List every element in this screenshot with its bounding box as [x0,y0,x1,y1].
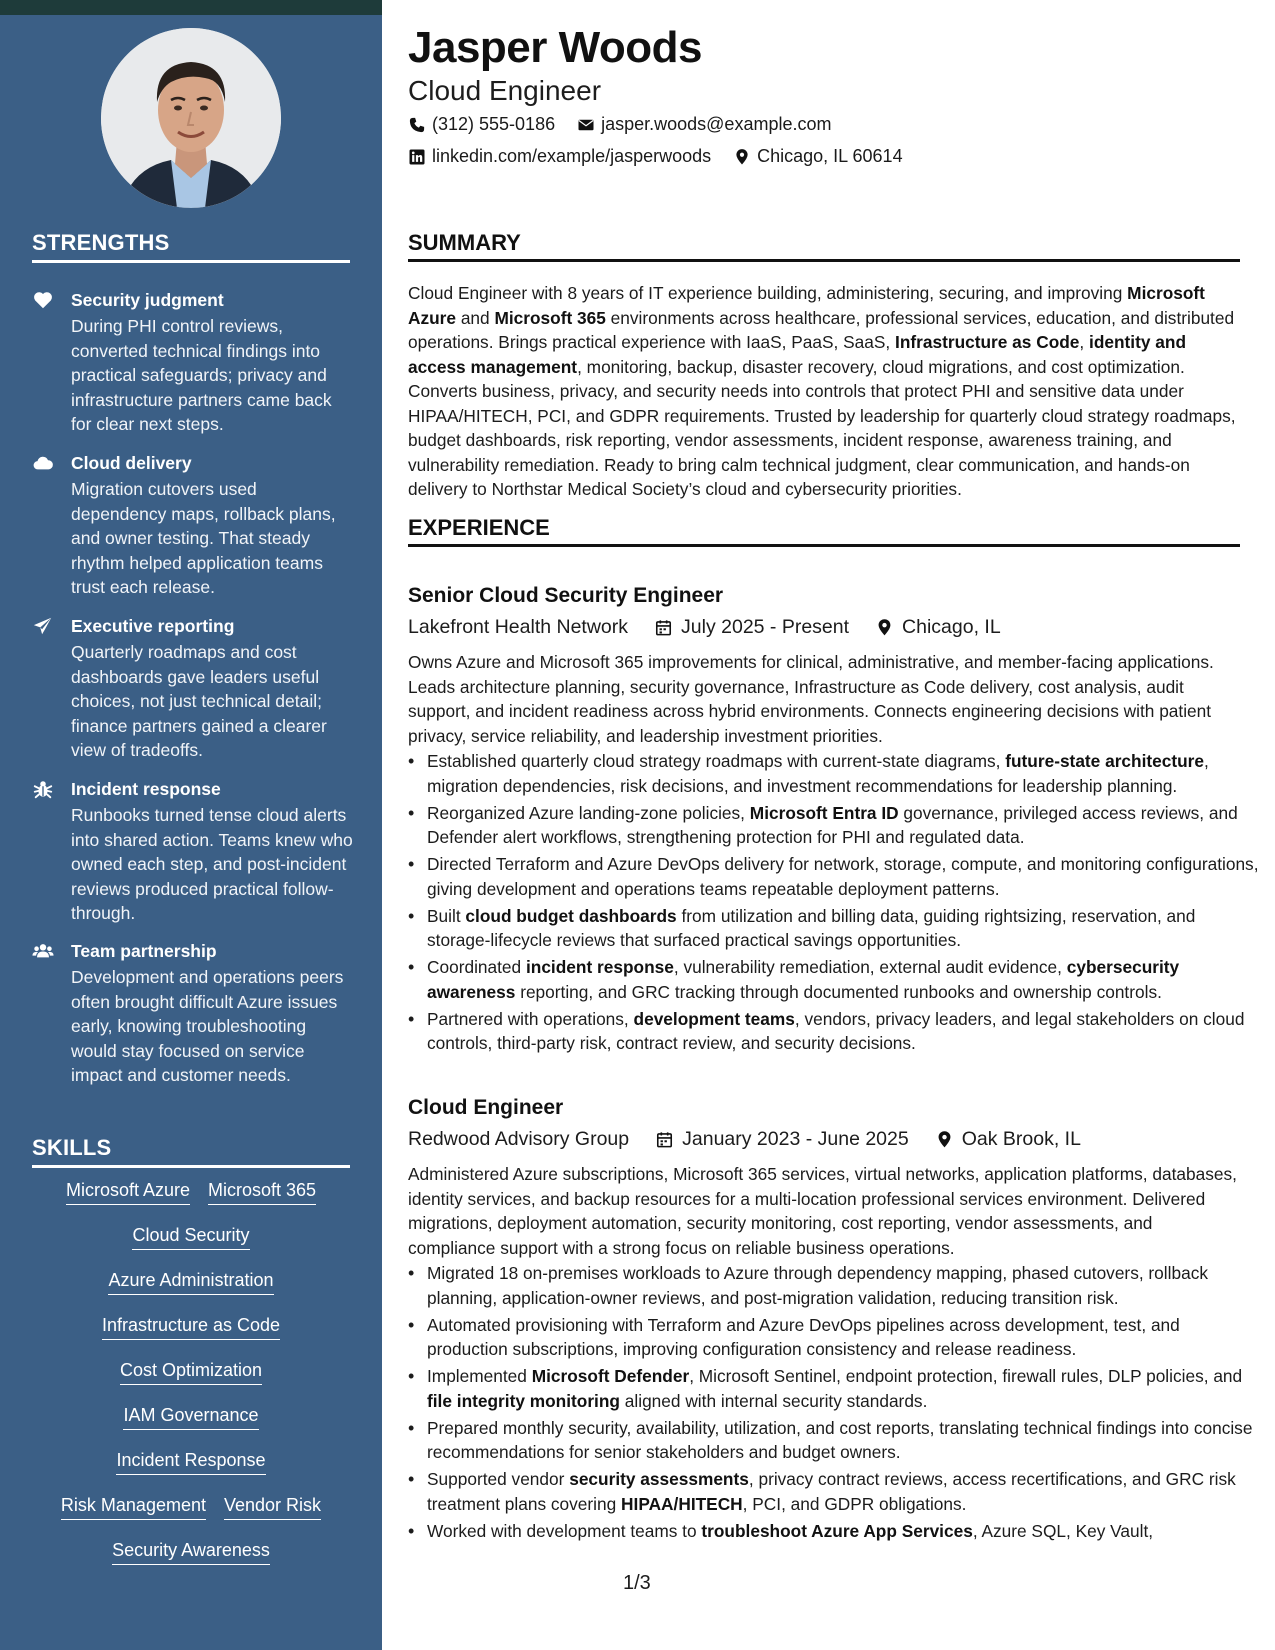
text-run: Prepared monthly security, availability, utilization, and cost reports, translating technical findings into concise recommendations for senior stakeholders and budget owners. [427,1417,1253,1462]
emphasis-text: file integrity monitoring [427,1390,620,1411]
contact-row [408,146,903,167]
candidate-title: Cloud Engineer [408,75,602,106]
skill-tag: Microsoft Azure [66,1178,190,1205]
email-link[interactable]: jasper.woods@example.com [601,114,832,134]
skill-tag: Incident Response [116,1448,265,1475]
experience-heading: EXPERIENCE [408,515,1240,547]
map-pin-icon [875,618,894,637]
skill-tag: Cost Optimization [120,1358,262,1385]
text-run: Established quarterly cloud strategy roadmaps with current-state diagrams, [427,751,1006,771]
text-run: reporting, and GRC tracking through documented runbooks and ownership controls. [515,981,1162,1002]
text-run: Implemented [427,1366,532,1386]
contact-row [408,114,831,135]
bullet-item [427,1364,1259,1413]
bullet-item [427,1467,1259,1516]
linkedin-link[interactable]: linkedin.com/example/jasperwoods [432,146,712,166]
bullet-item [427,1007,1259,1056]
map-pin-icon [935,1130,954,1149]
skill-tag: IAM Governance [123,1403,258,1430]
text-run: , PCI, and GDPR obligations. [742,1493,967,1514]
text-run: , [1079,332,1090,352]
sidebar [0,0,382,1650]
text-run: Directed Terraform and Azure DevOps delivery for network, storage, compute, and monitoring configurations, giving development and operations teams repeatable deployment patterns. [427,854,1259,899]
job-title: Cloud Engineer [408,1096,564,1119]
phone-number[interactable]: (312) 555-0186 [432,114,556,134]
location: Chicago, IL 60614 [757,146,903,166]
text-run: , Azure SQL, Key Vault, [972,1520,1154,1541]
cloud-icon [32,452,54,474]
summary-text [408,281,1240,502]
skills-heading: SKILLS [32,1135,350,1168]
strength-description: Quarterly roadmaps and cost dashboards gave leaders useful choices, not just technical detail; finance partners gained a clearer view of tradeoffs. [71,642,327,760]
profile-photo [101,28,281,208]
strength-description: Development and operations peers often brought difficult Azure issues early, knowing troubleshooting would stay focused on service impact and customer needs. [71,967,344,1085]
emphasis-text: identity and access management [408,332,1187,377]
text-run: from utilization and billing data, guiding rightsizing, reservation, and storage-lifecycle reviews that surfaced practical savings opportunities. [427,905,1196,950]
job-location: Oak Brook, IL [961,1128,1081,1150]
users-icon [32,940,54,962]
emphasis-text: cloud budget dashboards [465,905,677,926]
emphasis-text: cybersecurity awareness [427,957,1180,1002]
strength-title: Security judgment [71,290,224,310]
text-run: Automated provisioning with Terraform and Azure DevOps pipelines across development, test, and production subscriptions, improving configuration consistency and release readiness. [427,1314,1180,1359]
emphasis-text: security assessments [569,1469,749,1489]
emphasis-text: troubleshoot Azure App Services [701,1520,973,1541]
skill-tag: Security Awareness [112,1538,270,1565]
candidate-name: Jasper Woods [408,23,702,72]
text-run: Cloud Engineer with 8 years of IT experience building, administering, securing, and improving [408,283,1128,303]
envelope-icon [577,116,595,134]
calendar-icon [655,1130,674,1149]
emphasis-text: Microsoft 365 [494,307,606,328]
text-run: Supported vendor [427,1469,570,1489]
text-run: , migration dependencies, risk decisions, and investment recommendations for leadership planning. [427,751,1209,796]
strength-description: During PHI control reviews, converted technical findings into practical safeguards; privacy and infrastructure partners came back for clear next steps. [71,316,332,434]
bullet-item [427,801,1259,850]
bug-icon [32,778,54,800]
emphasis-text: HIPAA/HITECH [621,1493,743,1514]
paper-plane-icon [32,615,54,637]
emphasis-text: Infrastructure as Code [895,332,1080,352]
job-meta [408,616,1001,639]
job-bullets [408,749,1259,1058]
job-description: Owns Azure and Microsoft 365 improvements for clinical, administrative, and member-facing applications. Leads architecture planning, security governance, Infrastructure as Code delivery, cost analysis, audit support, and incident readiness across hybrid environments. Connects engineering decisions with patient privacy, service reliability, and leadership investment priorities. [408,652,1214,746]
summary-heading: SUMMARY [408,230,1240,262]
job-dates: July 2025 - Present [681,616,850,638]
text-run: and [456,307,495,328]
emphasis-text: development teams [633,1008,795,1029]
skill-tag: Infrastructure as Code [102,1313,280,1340]
skills-list [32,1178,350,1583]
text-run: Worked with development teams to [427,1520,702,1541]
top-strip [0,0,382,15]
job-description: Administered Azure subscriptions, Microsoft 365 services, virtual networks, application platforms, databases, identity services, and backup resources for a multi-location professional services environment. Delivered migrations, deployment automation, security monitoring, cost reporting, vendor assessments, and compliance support with a strong focus on reliable business operations. [408,1164,1237,1258]
calendar-icon [654,618,673,637]
text-run: , vendors, privacy leaders, and legal stakeholders on cloud controls, third-party risk, contract review, and security decisions. [427,1008,1245,1053]
phone-icon [408,116,426,134]
strength-title: Incident response [71,779,221,799]
linkedin-icon [408,148,426,166]
strength-title: Cloud delivery [71,453,192,473]
skill-tag: Azure Administration [108,1268,273,1295]
bullet-item [427,1261,1259,1310]
strength-title: Team partnership [71,941,217,961]
bullet-item [427,749,1259,798]
bullet-item [427,1313,1259,1362]
strength-title: Executive reporting [71,616,235,636]
text-run: , privacy contract reviews, access recertifications, and GRC risk treatment plans covering [427,1469,1236,1514]
text-run: Built [427,905,466,926]
emphasis-text: Microsoft Azure [408,283,1205,328]
bullet-item [427,904,1259,953]
text-run: governance, privileged access reviews, and Defender alert workflows, strengthening protection for PHI and regulated data. [427,802,1238,847]
emphasis-text: incident response [525,957,674,977]
bullet-item [427,1519,1259,1544]
emphasis-text: Microsoft Defender [531,1366,690,1386]
emphasis-text: future-state architecture [1005,751,1205,771]
map-pin-icon [733,148,751,166]
job-title: Senior Cloud Security Engineer [408,584,724,607]
heart-icon [32,289,54,311]
skill-tag: Vendor Risk [224,1493,321,1520]
bullet-item [427,955,1259,1004]
company-name: Lakefront Health Network [408,616,629,638]
text-run: Partnered with operations, [427,1008,634,1029]
text-run: , vulnerability remediation, external audit evidence, [673,957,1067,977]
text-run: , Microsoft Sentinel, endpoint protection, firewall rules, DLP policies, and [689,1366,1243,1386]
text-run: aligned with internal security standards. [619,1390,928,1411]
skill-tag: Microsoft 365 [208,1178,316,1205]
strength-description: Runbooks turned tense cloud alerts into shared action. Teams knew who owned each step, and post-incident reviews produced practical follow-through. [71,805,353,923]
job-location: Chicago, IL [902,616,1001,638]
bullet-item [427,1416,1259,1465]
skill-tag: Risk Management [61,1493,206,1520]
text-run: Coordinated [427,957,526,977]
text-run: environments across healthcare, professional services, education, and distributed operations. Brings practical experience with IaaS, PaaS, SaaS, [408,307,1235,352]
strength-description: Migration cutovers used dependency maps, rollback plans, and owner testing. That steady rhythm helped application teams trust each release. [71,479,336,597]
text-run: Migrated 18 on-premises workloads to Azure through dependency mapping, phased cutovers, rollback planning, application-owner reviews, and post-migration validation, reducing transition risk. [427,1263,1208,1308]
job-bullets [408,1261,1259,1546]
emphasis-text: Microsoft Entra ID [749,802,899,823]
text-run: Reorganized Azure landing-zone policies, [427,802,750,823]
job-meta [408,1128,1081,1151]
bullet-item [427,852,1259,901]
job-dates: January 2023 - June 2025 [682,1128,909,1150]
page-number: 1/3 [623,1572,651,1594]
company-name: Redwood Advisory Group [408,1128,630,1150]
strengths-heading: STRENGTHS [32,230,350,263]
text-run: , monitoring, backup, disaster recovery, cloud migrations, and cost optimization. Converts business, privacy, and security needs into controls that protect PHI and sensitive data under HIPAA/HITECH, PCI, and GDPR requirements. Trusted by leadership for quarterly cloud strategy roadmaps, budget dashboards, risk reporting, vendor assessments, incident response, awareness training, and vulnerability remediation. Ready to bring calm technical judgment, clear communication, and hands-on delivery to Northstar Medical Society’s cloud and cybersecurity priorities. [408,356,1236,499]
skill-tag: Cloud Security [132,1223,249,1250]
